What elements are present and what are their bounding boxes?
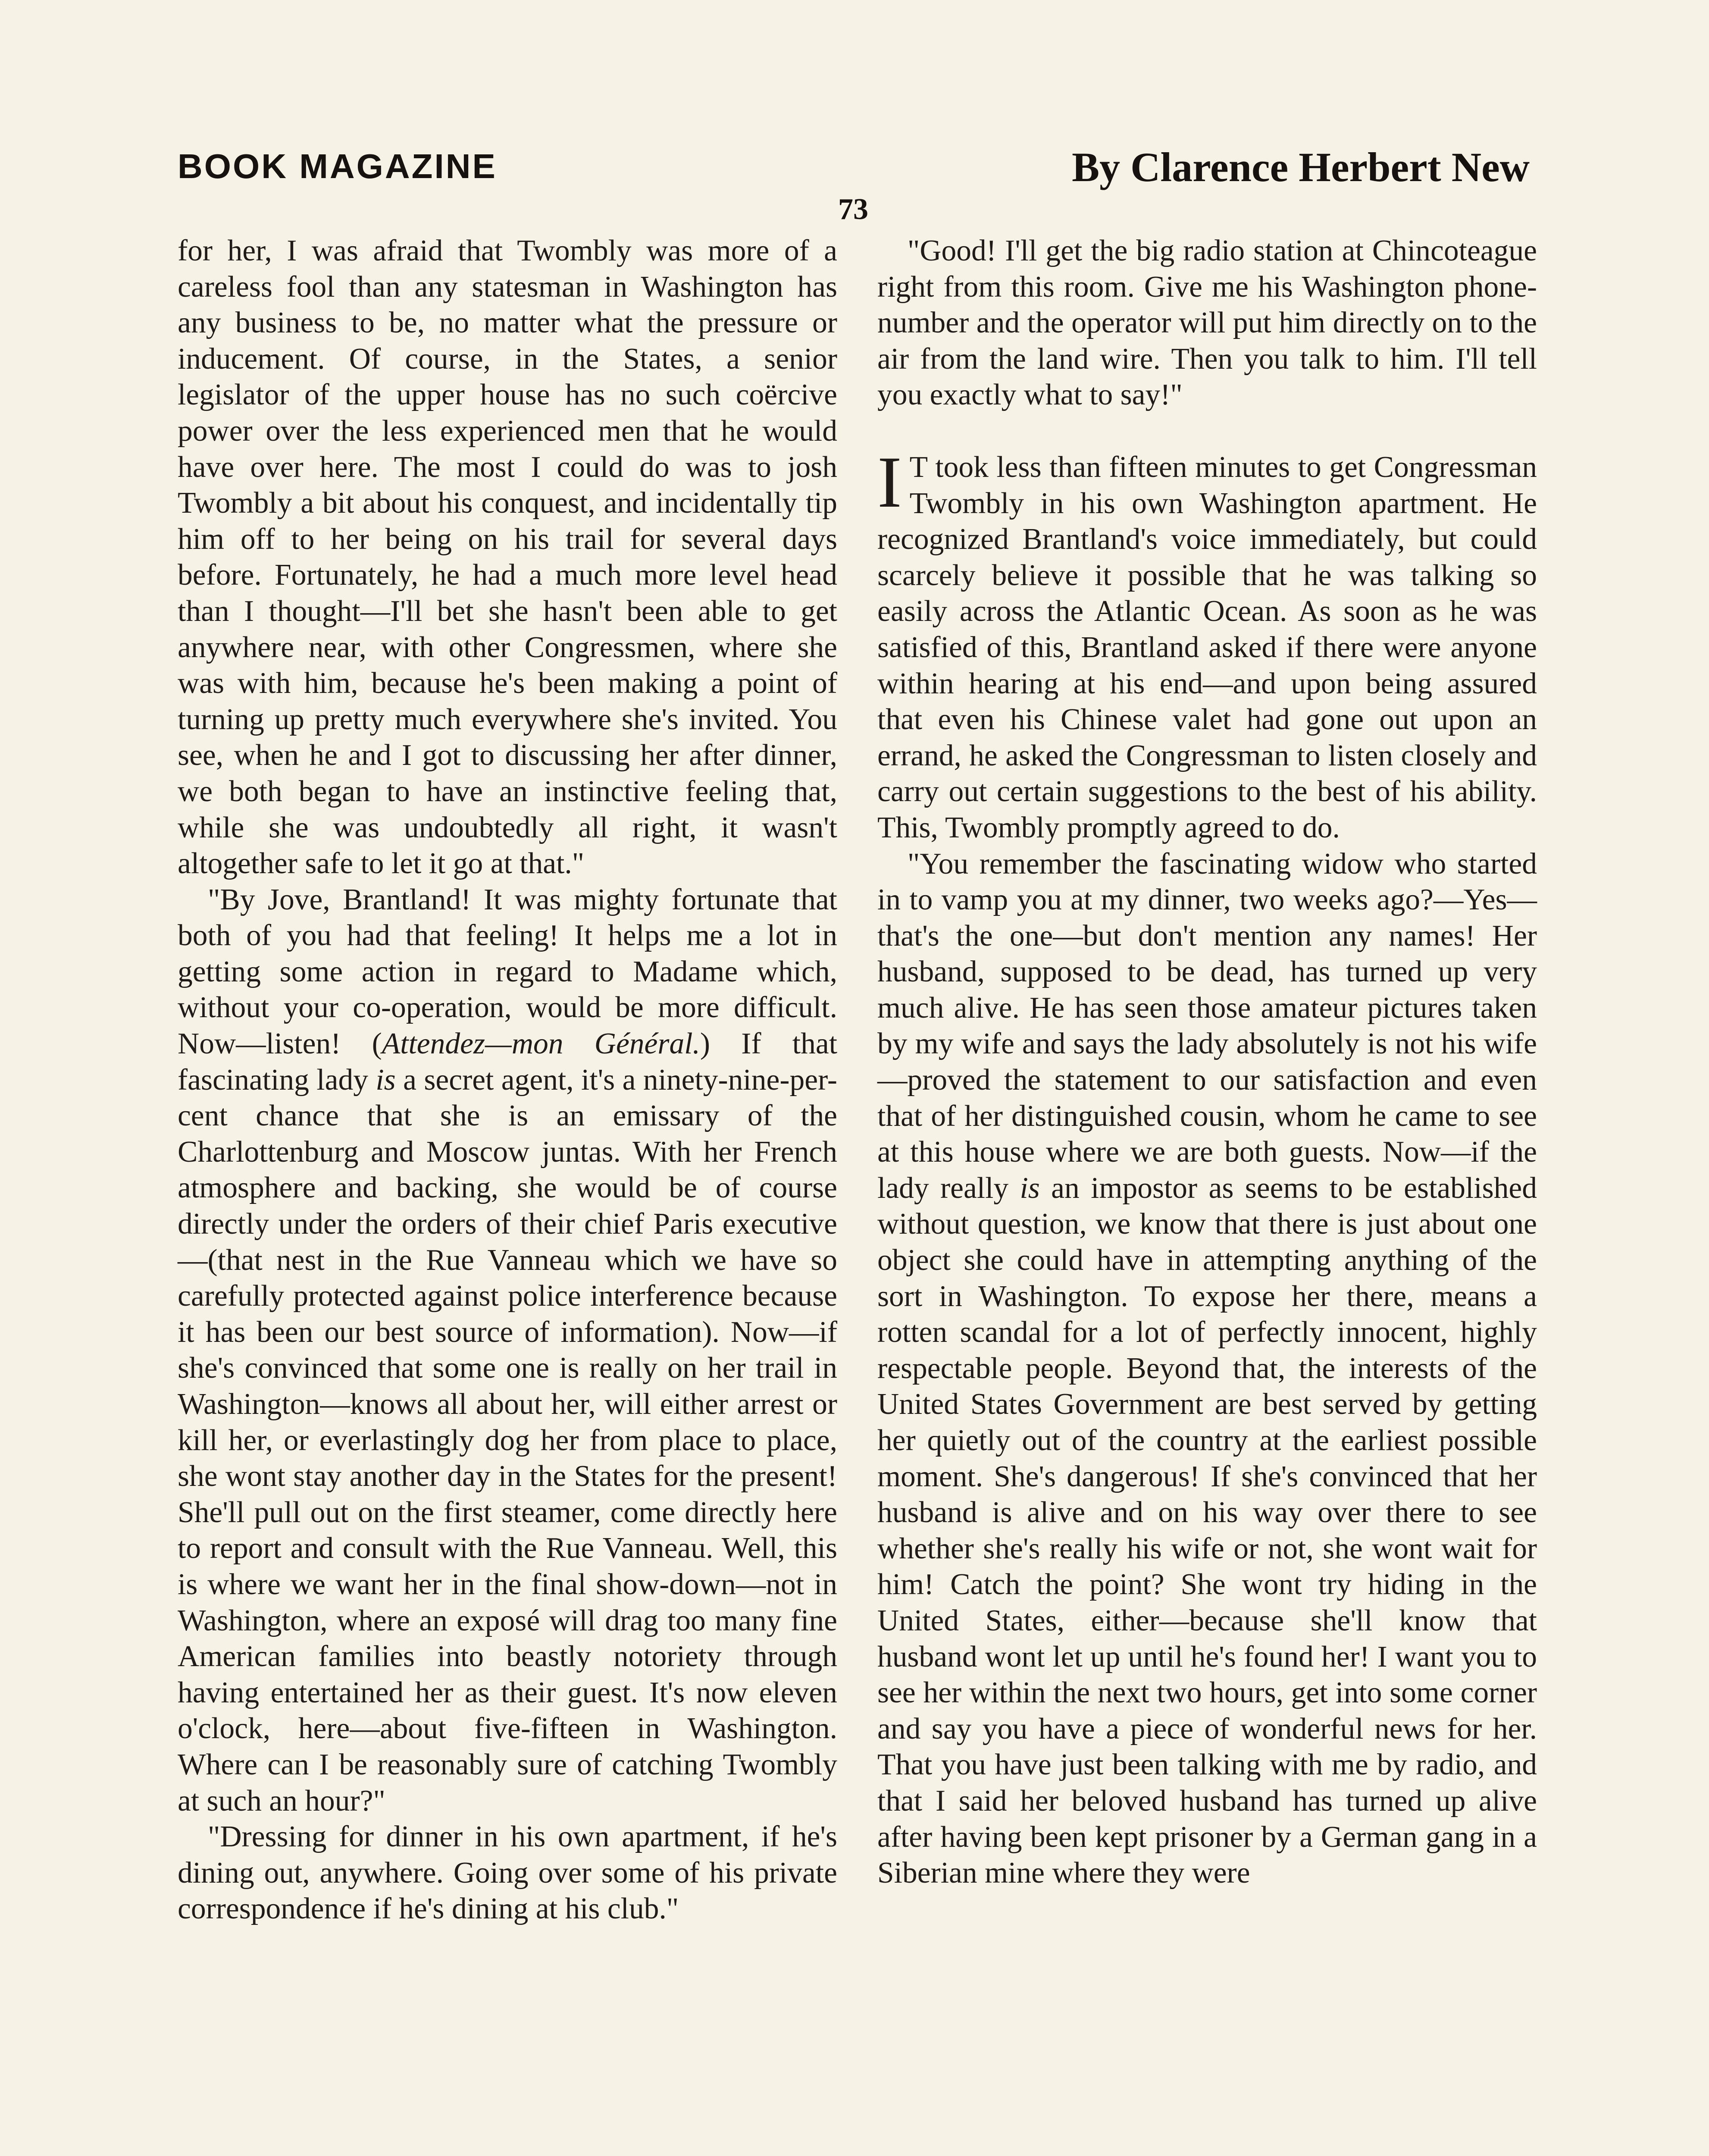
paragraph-text: Congressman Twombly in his own Washington apartment. He recognized Brantland's voice immediately, but could scarcely believe it possible that he was talking so easily across the Atlantic Ocean. As soon as he was satisfied of this, Brantland asked if there were anyone within hearing at his end—and upon being assured that even his Chinese valet had gone out upon an errand, he asked the Congressman to listen closely and carry out certain suggestions to the best of his ability. This, Twombly promptly agreed to do. (877, 450, 1537, 844)
paragraph: for her, I was afraid that Twombly was more of a careless fool than any statesman in Washington has any business to be, no matter what the pressure or inducement. Of course, in the States, a senior legislator of the upper house has no such coërcive power over the less experienced men that he would have over here. The most I could do was to josh Twombly a bit about his conquest, and incidentally tip him off to her being on his trail for several days before. Fortunately, he had a much more level head than I thought—I'll bet she hasn't been able to get anywhere near, with other Congressmen, where she was with him, because he's been making a point of turning up pretty much everywhere she's invited. You see, when he and I got to discussing her after dinner, we both began to have an instinctive feeling that, while she was undoubtedly all right, it wasn't altogether safe to let it go at that." (178, 234, 837, 881)
page-number: 73 (838, 193, 868, 226)
paragraph-text: "You remember the fascinating widow who started in to vamp you at my dinner, two weeks ago?—Yes—that's the one—but don't mention any names! Her husband, supposed to be dead, has turned up very much alive. He has seen those amateur pictures taken by my wife and says the lady absolutely is not his wife—proved the statement to our satisfaction and even that of her distinguished cousin, whom he came to see at this house where we are both guests. Now—if the lady really (877, 847, 1537, 1205)
left-column (178, 233, 837, 1927)
drop-cap: I (877, 441, 902, 523)
italic-word: is (376, 1063, 396, 1097)
section-paragraph (877, 441, 1537, 846)
paragraph-text: an impostor as seems to be established without question, we know that there is just about one object she could have in attempting anything of the sort in Washington. To expose her there, means a rotten scandal for a lot of perfectly innocent, highly respectable people. Beyond that, the interests of the United States Government are best served by getting her quietly out of the country at the earliest possible moment. She's dangerous! If she's convinced that her husband is alive and on his way over there to see whether she's really his wife or not, she wont wait for him! Catch the point? She wont try hiding in the United States, either—because she'll know that husband wont let up until he's found her! I want you to see her within the next two hours, get into some corner and say you have a piece of wonderful news for her. That you have just been talking with me by radio, and that I said her beloved husband has turned up alive after having been kept prisoner by a German gang in a Siberian mine where they were (877, 1171, 1537, 1890)
paragraph: "Dressing for dinner in his own apartment, if he's dining out, anywhere. Going over some of his private correspondence if he's dining at his club." (178, 1820, 837, 1926)
italic-word: is (1020, 1171, 1040, 1205)
paragraph (877, 846, 1537, 1891)
paragraph-lead: T took less than fifteen minutes to get (909, 450, 1366, 484)
right-column (877, 233, 1537, 1891)
paragraph: "Good! I'll get the big radio station at Chincoteague right from this room. Give me his Washington phone-number and the operator will put him directly on to the air from the land wire. Then you talk to him. I'll tell you exactly what to say!" (877, 234, 1537, 412)
paragraph-text: "By Jove, Brantland! It was mighty fortunate that both of you had that feeling! It helps me a lot in getting some action in regard to Madame which, without your co-operation, would be more difficult. Now—listen! ( (178, 883, 837, 1061)
author-byline: By Clarence Herbert New (1072, 144, 1530, 190)
magazine-title: BOOK MAGAZINE (178, 147, 497, 185)
paragraph (178, 882, 837, 1819)
italic-phrase: Attendez—mon Général. (382, 1027, 700, 1061)
paragraph-text: a secret agent, it's a ninety-nine-per-cent chance that she is an emissary of the Charlottenburg and Moscow juntas. With her French atmosphere and backing, she would be of course directly under the orders of their chief Paris executive —(that nest in the Rue Vanneau which we have so carefully protected against police interference because it has been our best source of information). Now—if she's convinced that some one is really on her trail in Washington—knows all about her, will either arrest or kill her, or everlastingly dog her from place to place, she wont stay another day in the States for the present! She'll pull out on the first steamer, come directly here to report and consult with the Rue Vanneau. Well, this is where we want her in the final show-down—not in Washington, where an exposé will drag too many fine American families into beastly notoriety through having entertained her as their guest. It's now eleven o'clock, here—about five-fifteen in Washington. Where can I be reasonably sure of catching Twombly at such an hour?" (178, 1063, 837, 1818)
paragraph-text: ) If that fascinating lady (178, 1027, 837, 1097)
